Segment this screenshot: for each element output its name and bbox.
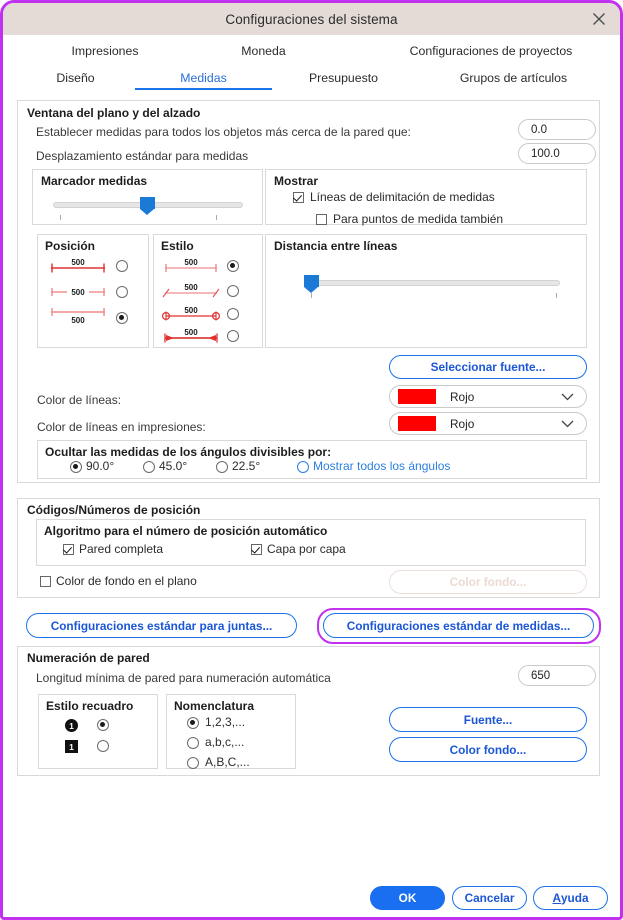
wall-proximity-input[interactable]: 0.0 xyxy=(518,119,596,140)
checkbox-layer-by-layer[interactable] xyxy=(251,544,262,555)
line-distance-tick-max xyxy=(556,293,557,298)
radio-show-all-angles[interactable] xyxy=(297,461,309,473)
style-legend: Estilo xyxy=(161,239,194,253)
label-layer-by-layer: Capa por capa xyxy=(267,542,346,556)
line-distance-tick-min xyxy=(311,293,312,298)
checkbox-full-wall[interactable] xyxy=(63,544,74,555)
tab-presupuesto[interactable]: Presupuesto xyxy=(308,71,379,85)
svg-text:500: 500 xyxy=(71,258,85,267)
tab-row-2 xyxy=(3,68,620,91)
help-label-rest: yuda xyxy=(560,891,589,905)
label-delimitation-lines: Líneas de delimitación de medidas xyxy=(310,190,495,204)
label-full-wall: Pared completa xyxy=(79,542,164,556)
style-group xyxy=(153,234,263,348)
tab-medidas[interactable] xyxy=(161,71,246,85)
auto-position-algorithm-group xyxy=(36,519,586,566)
tab-medidas-label: Medidas xyxy=(180,71,227,85)
close-icon[interactable] xyxy=(588,8,610,30)
select-font-button[interactable]: Seleccionar fuente... xyxy=(389,355,587,379)
position-legend: Posición xyxy=(45,239,96,253)
radio-nomenclature-upper[interactable] xyxy=(187,757,199,769)
position-codes-group xyxy=(17,498,600,598)
page-title: Configuraciones del sistema xyxy=(225,11,398,27)
cancel-button[interactable]: Cancelar xyxy=(452,886,527,910)
slider-tick-min xyxy=(60,215,61,220)
tab-impresiones[interactable]: Impresiones xyxy=(71,44,139,58)
nomenclature-group xyxy=(166,694,296,769)
checkbox-plan-background-color[interactable] xyxy=(40,576,51,587)
chevron-down-icon xyxy=(561,415,574,433)
label-show-all-angles: Mostrar todos los ángulos xyxy=(313,459,451,473)
plan-background-color-button: Color fondo... xyxy=(389,570,587,594)
label-plan-background-color: Color de fondo en el plano xyxy=(56,574,197,588)
radio-style-slash[interactable] xyxy=(227,285,239,297)
dimension-inline-icon xyxy=(47,283,109,301)
plan-elevation-legend: Ventana del plano y del alzado xyxy=(27,106,201,120)
radio-angle-22[interactable] xyxy=(216,461,228,473)
measure-standard-settings-button[interactable]: Configuraciones estándar de medidas... xyxy=(323,613,594,638)
frame-style-group xyxy=(38,694,158,769)
position-group xyxy=(37,234,149,348)
radio-frame-square[interactable] xyxy=(97,740,109,752)
wall-numbering-legend: Numeración de pared xyxy=(27,651,150,665)
joint-standard-settings-button[interactable]: Configuraciones estándar para juntas... xyxy=(26,613,297,638)
chevron-down-icon xyxy=(561,388,574,406)
radio-position-inline[interactable] xyxy=(116,286,128,298)
radio-style-circle[interactable] xyxy=(227,308,239,320)
position-codes-legend: Códigos/Números de posición xyxy=(27,503,201,517)
radio-frame-circle[interactable] xyxy=(97,719,109,731)
tab-diseno[interactable]: Diseño xyxy=(56,71,95,85)
badge-circle-icon: 1 xyxy=(65,719,78,732)
tab-active-underline xyxy=(135,88,272,91)
line-color-label: Color de líneas: xyxy=(37,393,122,407)
print-line-color-value: Rojo xyxy=(450,416,475,431)
nomenclature-legend: Nomenclatura xyxy=(174,699,255,713)
radio-angle-45[interactable] xyxy=(143,461,155,473)
min-wall-length-label: Longitud mínima de pared para numeración automática xyxy=(36,671,331,685)
tab-configuraciones-proyectos[interactable]: Configuraciones de proyectos xyxy=(409,44,573,58)
radio-position-below[interactable] xyxy=(116,312,128,324)
radio-position-above[interactable] xyxy=(116,260,128,272)
label-nomenclature-numeric: 1,2,3,... xyxy=(205,715,246,729)
endmark-circle-icon xyxy=(161,304,221,322)
wall-numbering-group xyxy=(17,646,600,776)
help-accelerator: A xyxy=(552,891,561,905)
svg-text:500: 500 xyxy=(71,316,85,325)
plan-elevation-group xyxy=(17,100,600,483)
checkbox-delimitation-lines[interactable] xyxy=(293,192,304,203)
svg-text:500: 500 xyxy=(184,306,198,315)
tab-grupos-articulos[interactable]: Grupos de artículos xyxy=(459,71,568,85)
slider-tick-max xyxy=(216,215,217,220)
radio-nomenclature-numeric[interactable] xyxy=(187,717,199,729)
wall-numbering-font-button[interactable]: Fuente... xyxy=(389,707,587,732)
svg-text:500: 500 xyxy=(184,328,198,337)
tab-bar xyxy=(3,35,620,91)
default-offset-label: Desplazamiento estándar para medidas xyxy=(36,149,249,163)
endmark-tick-icon xyxy=(161,256,221,274)
svg-text:500: 500 xyxy=(71,288,85,297)
line-distance-slider-track[interactable] xyxy=(308,280,560,286)
line-color-dropdown[interactable] xyxy=(389,385,587,408)
radio-style-arrow[interactable] xyxy=(227,330,239,342)
svg-text:500: 500 xyxy=(184,283,198,292)
endmark-arrow-icon xyxy=(161,327,221,345)
measure-marker-legend: Marcador medidas xyxy=(41,174,148,188)
radio-angle-90[interactable] xyxy=(70,461,82,473)
label-nomenclature-lower: a,b,c,... xyxy=(205,735,245,749)
line-color-swatch xyxy=(398,389,436,404)
label-angle-90: 90.0° xyxy=(86,459,115,473)
ok-button[interactable]: OK xyxy=(370,886,445,910)
svg-text:500: 500 xyxy=(184,258,198,267)
show-legend: Mostrar xyxy=(274,174,319,188)
dimension-above-icon xyxy=(47,255,109,275)
checkbox-measure-points[interactable] xyxy=(316,214,327,225)
default-offset-input[interactable]: 100.0 xyxy=(518,143,596,164)
hide-angles-group xyxy=(37,440,587,479)
label-nomenclature-upper: A,B,C,... xyxy=(205,755,250,769)
print-line-color-dropdown[interactable] xyxy=(389,412,587,435)
show-group xyxy=(265,169,587,225)
tab-moneda[interactable]: Moneda xyxy=(241,44,286,58)
wall-proximity-label: Establecer medidas para todos los objetos más cerca de la pared que: xyxy=(36,125,411,139)
wall-numbering-bgcolor-button[interactable]: Color fondo... xyxy=(389,737,587,762)
help-button[interactable] xyxy=(533,886,608,910)
label-angle-45: 45.0° xyxy=(159,459,188,473)
label-measure-points: Para puntos de medida también xyxy=(333,212,504,226)
radio-style-tick[interactable] xyxy=(227,260,239,272)
auto-position-legend: Algoritmo para el número de posición automático xyxy=(44,524,328,538)
line-color-value: Rojo xyxy=(450,389,475,404)
print-line-color-swatch xyxy=(398,416,436,431)
hide-angles-legend: Ocultar las medidas de los ángulos divisibles por: xyxy=(45,445,332,459)
label-angle-22: 22.5° xyxy=(232,459,261,473)
dimension-below-icon xyxy=(47,307,109,327)
line-distance-slider-thumb[interactable] xyxy=(304,275,319,292)
endmark-slash-icon xyxy=(161,281,221,299)
print-line-color-label: Color de líneas en impresiones: xyxy=(37,420,206,434)
min-wall-length-input[interactable]: 650 xyxy=(518,665,596,686)
line-distance-legend: Distancia entre líneas xyxy=(274,239,398,253)
tab-row-1 xyxy=(3,41,620,64)
badge-square-icon: 1 xyxy=(65,740,78,753)
frame-style-legend: Estilo recuadro xyxy=(46,699,134,713)
title-bar xyxy=(3,3,620,35)
measure-marker-group xyxy=(32,169,263,225)
line-distance-group xyxy=(265,234,587,348)
measure-marker-slider-thumb[interactable] xyxy=(140,197,155,214)
radio-nomenclature-lower[interactable] xyxy=(187,737,199,749)
